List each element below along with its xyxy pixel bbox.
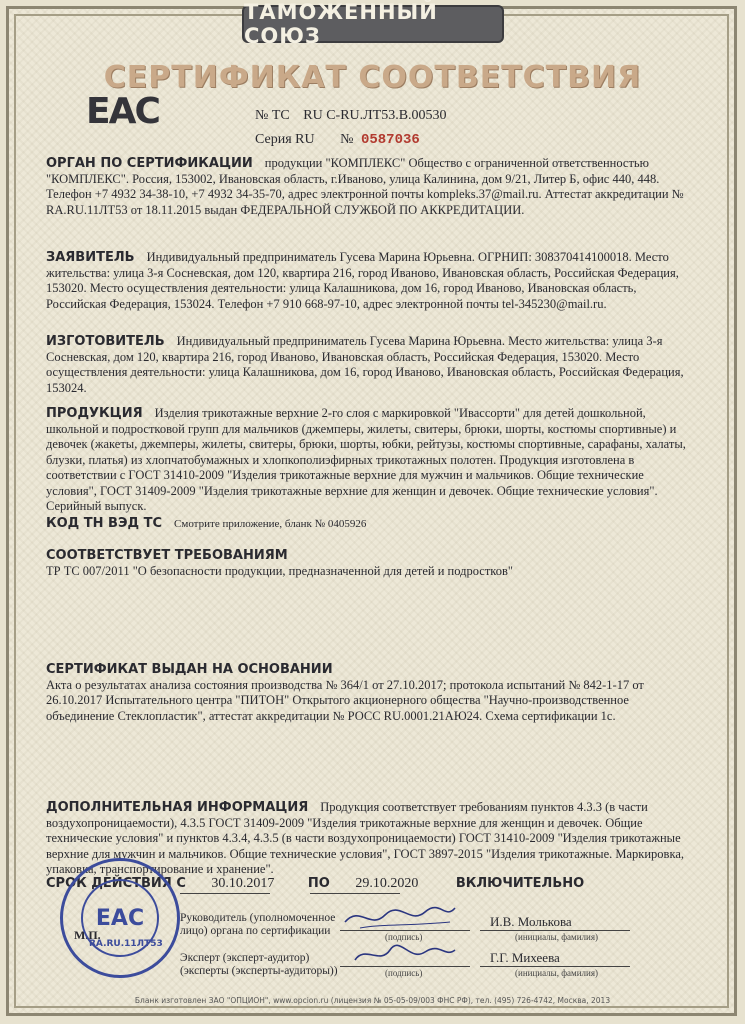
- reg-value: RU C-RU.ЛТ53.В.00530: [303, 108, 447, 123]
- expert-sign-line: [340, 966, 470, 967]
- head-name-line: [480, 930, 630, 931]
- customs-union-banner: ТАМОЖЕННЫЙ СОЮЗ: [242, 5, 504, 43]
- validity-label: СРОК ДЕЙСТВИЯ С: [46, 876, 186, 891]
- validity-to-label: ПО: [307, 876, 330, 891]
- code-text: Смотрите приложение, бланк № 0405926: [174, 518, 367, 530]
- blank-footer: Бланк изготовлен ЗАО "ОПЦИОН", www.opcion.ru (лицензия № 05-05-09/003 ФНС РФ), тел. (495) 726-4742, Москва, 2013: [134, 996, 611, 1005]
- number-label: №: [340, 132, 354, 147]
- expert-name-line: [480, 966, 630, 967]
- head-label: [180, 912, 335, 938]
- product-heading: ПРОДУКЦИЯ: [46, 406, 143, 421]
- section-conforms: [46, 548, 694, 579]
- certification-stamp: [60, 858, 180, 978]
- series-label: Серия: [255, 132, 292, 147]
- head-name-caption: (инициалы, фамилия): [515, 932, 598, 942]
- additional-heading: ДОПОЛНИТЕЛЬНАЯ ИНФОРМАЦИЯ: [46, 800, 309, 815]
- registration-number: [255, 108, 447, 124]
- head-signature: [340, 900, 460, 934]
- validity-inclusive: ВКЛЮЧИТЕЛЬНО: [455, 876, 585, 891]
- blank-number: 0587036: [360, 132, 420, 148]
- conforms-heading: СООТВЕТСТВУЕТ ТРЕБОВАНИЯМ: [46, 548, 288, 563]
- stamp-reg-number: RA.RU.11ЛТ53: [89, 939, 163, 949]
- expert-sign-caption: (подпись): [385, 968, 423, 978]
- applicant-heading: ЗАЯВИТЕЛЬ: [46, 250, 135, 265]
- section-applicant: [46, 250, 694, 312]
- to-underline: [310, 893, 400, 894]
- head-name: И.В. Молькова: [490, 914, 572, 929]
- basis-heading: СЕРТИФИКАТ ВЫДАН НА ОСНОВАНИИ: [46, 662, 333, 677]
- organ-heading: ОРГАН ПО СЕРТИФИКАЦИИ: [46, 156, 253, 171]
- basis-text: Акта о результатах анализа состояния производства № 364/1 от 27.10.2017; протокола испытаний № 842-1-17 от 26.10.2017 Испытательного центра "ПИТОН" Открытого акционерного общества "Научно-производственное объединение Стеклопластик", аттестат аккредитации № РОСС RU.0001.21АЮ24. Схема сертификации 1с.: [46, 677, 644, 723]
- expert-name-caption: (инициалы, фамилия): [515, 968, 598, 978]
- manufacturer-text: Индивидуальный предприниматель Гусева Марина Юрьевна. Место жительства: улица 3-я Сосневская, дом 120, квартира 216, город Иваново, Ивановская область, Российская Федерация, 153020. Место осуществления деятельности: улица Калашникова, дом 16, город Иваново, Ивановская область, Российская Федерация, 153024.: [46, 334, 684, 395]
- reg-label: № ТС: [255, 108, 290, 123]
- organ-text: продукции "КОМПЛЕКС" Общество с ограниченной ответственностью "КОМПЛЕКС". Россия, 153002, Ивановская область, г.Иваново, улица Калинина, дом 9/21, Литер Б, офис 440, 448. Телефон +7 4932 34-38-10, +7 4932 34-35-70, адрес электронной почты kompleks.37@mail.ru. Аттестат аккредитации № RA.RU.11ЛТ53 от 18.11.2015 выдан ФЕДЕРАЛЬНОЙ СЛУЖБОЙ ПО АККРЕДИТАЦИИ.: [46, 156, 684, 217]
- expert-label: [180, 952, 338, 978]
- certificate-title: СЕРТИФИКАТ СООТВЕТСТВИЯ: [103, 60, 642, 95]
- additional-text: Продукция соответствует требованиям пунктов 4.3.3 (в части воздухопроницаемости), 4.3.5 ГОСТ 31409-2009 "Изделия трикотажные верхние для женщин и девочек. Общие технические условия" и пунктов 4.3.4, 4.3.5 (в части воздухопроницаемости) ГОСТ 31410-2009 "Изделия трикотажные верхние для мужчин и мальчиков. Общие технические условия", ГОСТ 3897-2015 "Изделия трикотажные. Маркировка, упаковка, транспортирование и хранение".: [46, 800, 685, 876]
- manufacturer-heading: ИЗГОТОВИТЕЛЬ: [46, 334, 165, 349]
- head-label-line2: лицо) органа по сертификации: [180, 925, 331, 937]
- section-product: [46, 406, 694, 515]
- expert-label-line2: (эксперты (эксперты-аудиторы)): [180, 965, 338, 977]
- validity-from: 30.10.2017: [211, 876, 275, 891]
- expert-name: Г.Г. Михеева: [490, 950, 560, 965]
- mp-label: М.П.: [74, 928, 101, 942]
- head-sign-caption: (подпись): [385, 932, 423, 942]
- expert-label-line1: Эксперт (эксперт-аудитор): [180, 952, 310, 964]
- applicant-text: Индивидуальный предприниматель Гусева Марина Юрьевна. ОГРНИП: 308370414100018. Место жительства: улица 3-я Сосневская, дом 120, квартира 216, город Иваново, Ивановская область, Российская Федерация, 153020. Место осуществления деятельности: улица Калашникова, дом 16, город Иваново, Ивановская область, Российская Федерация, 153024. Телефон +7 910 668-97-10, адрес электронной почты tel-345230@mail.ru.: [46, 250, 679, 311]
- section-manufacturer: [46, 334, 694, 396]
- section-code: [46, 516, 694, 533]
- series-line: [255, 132, 420, 148]
- from-underline: [180, 893, 270, 894]
- eac-logo: EAC: [86, 91, 159, 132]
- series-value: RU: [295, 132, 315, 147]
- head-sign-line: [340, 930, 470, 931]
- head-label-line1: Руководитель (уполномоченное: [180, 912, 336, 924]
- product-text: Изделия трикотажные верхние 2-го слоя с маркировкой "Ивассорти" для детей дошкольной, школьной и подростковой групп для мальчиков (джемперы, жилеты, свитеры, брюки, шорты, костюмы спортивные) и девочек (жакеты, джемперы, жилеты, свитеры, брюки, шорты, юбки, рейтузы, костюмы спортивные, сарафаны, халаты, блузки, платья) из хлопчатобумажных и хлопкополиэфирных трикотажных полотен. Продукция изготовлена в соответствии с ГОСТ 31410-2009 "Изделия трикотажные верхние для мужчин и мальчиков. Общие технические условия", ГОСТ 31409-2009 "Изделия трикотажные верхние для женщин и девочек. Общие технические условия". Серийный выпуск.: [46, 406, 686, 513]
- stamp-eac-logo: EAC: [81, 879, 159, 957]
- conforms-text: ТР ТС 007/2011 "О безопасности продукции, предназначенной для детей и подростков": [46, 563, 513, 578]
- code-heading: КОД ТН ВЭД ТС: [46, 516, 163, 531]
- section-organ: [46, 156, 694, 218]
- validity-to: 29.10.2020: [355, 876, 419, 891]
- section-basis: [46, 662, 694, 724]
